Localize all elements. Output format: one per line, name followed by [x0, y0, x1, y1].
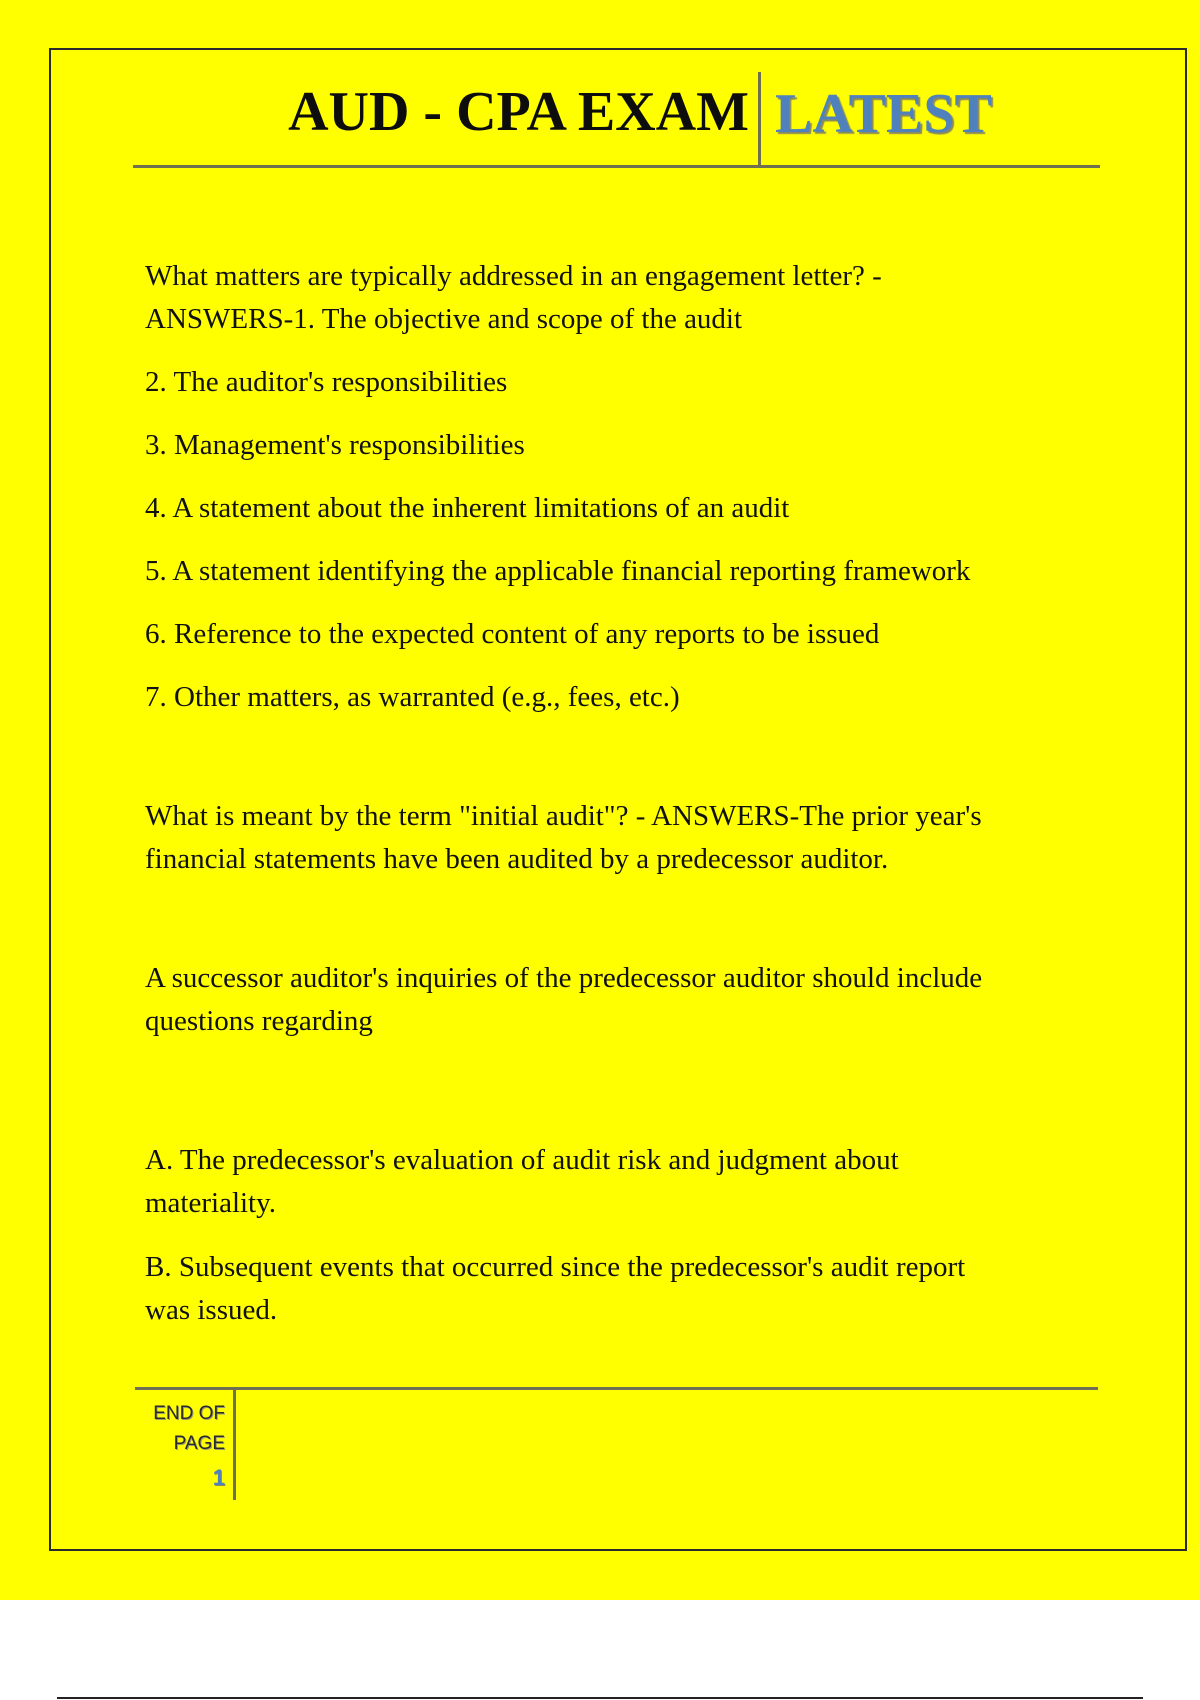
question-block-successor-auditor: [145, 957, 1095, 1332]
list-item: 2. The auditor's responsibilities: [145, 366, 508, 398]
option-line: B. Subsequent events that occurred since the predecessor's audit report: [145, 1251, 966, 1283]
answer-line: ANSWERS-1. The objective and scope of the audit: [145, 303, 743, 335]
footer-label-line: END OF: [153, 1403, 225, 1424]
answer-option-b: [145, 1246, 1095, 1332]
option-line: A. The predecessor's evaluation of audit risk and judgment about: [145, 1144, 899, 1176]
header-rule: [133, 165, 1100, 168]
question-line: questions regarding: [145, 1005, 373, 1037]
end-of-page-label: [135, 1399, 225, 1459]
option-line: was issued.: [145, 1294, 278, 1326]
question-line: A successor auditor's inquiries of the predecessor auditor should include: [145, 962, 983, 994]
list-item: 5. A statement identifying the applicable financial reporting framework: [145, 555, 971, 587]
document-body: [145, 255, 1095, 1332]
option-line: materiality.: [145, 1187, 276, 1219]
list-item: 3. Management's responsibilities: [145, 429, 525, 461]
question-text: [145, 255, 1095, 341]
question-line: What is meant by the term "initial audit"? - ANSWERS-The prior year's: [145, 800, 982, 832]
page-header: [133, 72, 1100, 168]
next-page-rule: [57, 1697, 1143, 1699]
list-item: 4. A statement about the inherent limitations of an audit: [145, 492, 790, 524]
footer-label-line: PAGE: [173, 1433, 225, 1454]
header-divider: [758, 72, 761, 168]
footer-divider: [233, 1387, 236, 1500]
question-line: What matters are typically addressed in an engagement letter? -: [145, 260, 882, 292]
question-block-initial-audit: [145, 795, 1095, 881]
page-title: AUD - CPA EXAM: [288, 81, 749, 143]
answer-line: financial statements have been audited by a predecessor auditor.: [145, 843, 889, 875]
latest-badge: LATEST: [775, 83, 992, 145]
footer-rule: [135, 1387, 1098, 1390]
question-text: [145, 795, 1095, 881]
answer-option-a: [145, 1139, 1095, 1225]
list-item: 6. Reference to the expected content of any reports to be issued: [145, 618, 880, 650]
page-number: 1: [212, 1465, 225, 1490]
list-item: 7. Other matters, as warranted (e.g., fees, etc.): [145, 681, 680, 713]
page-footer: [135, 1387, 1098, 1500]
question-text: [145, 957, 1095, 1043]
question-block-engagement-letter: [145, 255, 1095, 719]
